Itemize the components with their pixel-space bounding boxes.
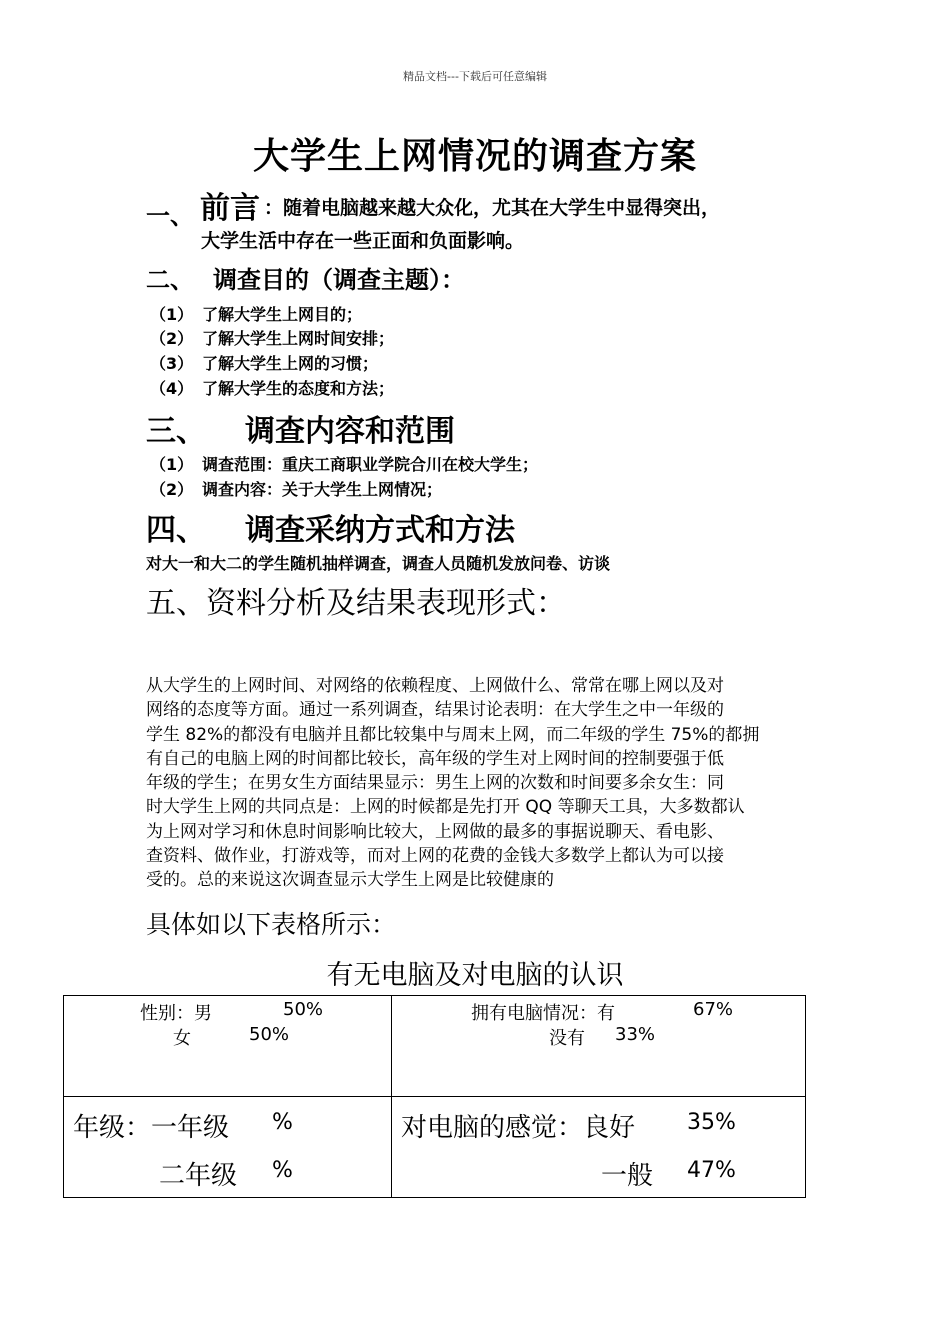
s2-item-3-text: 了解大学生上网的习惯； [202, 354, 379, 373]
s2-item-4-num: （4） [150, 379, 194, 398]
gender-label: 性别：男 [140, 1003, 212, 1024]
table-intro: 具体如以下表格所示： [146, 910, 397, 939]
feeling-avg-label: 一般 [601, 1161, 654, 1191]
s3-item-2-num: （2） [150, 480, 194, 499]
section-4-heading: 调查采纳方式和方法 [245, 513, 515, 548]
feeling-label: 对电脑的感觉：良好 [401, 1113, 636, 1143]
s2-item-4-text: 了解大学生的态度和方法； [202, 379, 395, 398]
paragraph-line: 学生 82%的都没有电脑并且都比较集中与周末上网，而二年级的学生 75%的都拥 [146, 724, 760, 745]
gender-female-pct: 50% [249, 1024, 290, 1045]
section-4-number: 四、 [146, 513, 206, 548]
ownership-none-pct: 33% [615, 1024, 656, 1045]
paragraph-line: 从大学生的上网时间、对网络的依赖程度、上网做什么、常常在哪上网以及对 [146, 676, 724, 696]
s2-item-2-num: （2） [150, 329, 194, 348]
ownership-none-label: 没有 [549, 1028, 585, 1049]
grade-1-pct: % [272, 1110, 293, 1135]
analysis-paragraph [146, 674, 816, 893]
paragraph-line: 时大学生上网的共同点是：上网的时候都是先打开 QQ 等聊天工具，大多数都认 [146, 797, 745, 818]
section-5-heading: 五、资料分析及结果表现形式： [146, 586, 566, 621]
header-watermark: 精品文档---下载后可任意编辑 [403, 70, 547, 83]
section-1-heading: 前言 [200, 191, 260, 226]
s3-item-2-text: 调查内容：关于大学生上网情况； [202, 480, 443, 499]
paragraph-line: 有自己的电脑上网的时间都比较长，高年级的学生对上网时间的控制要强于低 [146, 748, 724, 769]
grade-label: 年级：一年级 [73, 1113, 230, 1143]
grade-2-label: 二年级 [159, 1161, 238, 1191]
section-1-text-line2: 大学生活中存在一些正面和负面影响。 [201, 230, 525, 252]
s2-item-2-text: 了解大学生上网时间安排； [202, 329, 395, 348]
section-1-text-line1: ：随着电脑越来越大众化，尤其在大学生中显得突出， [264, 197, 721, 219]
feeling-good-pct: 35% [687, 1110, 736, 1135]
section-1-number: 一、 [146, 202, 194, 230]
ownership-label: 拥有电脑情况：有 [471, 1003, 615, 1024]
gender-cell [64, 996, 392, 1097]
section-2-number: 二、 [146, 266, 194, 294]
s2-item-1-text: 了解大学生上网目的； [202, 305, 363, 324]
s2-item-3-num: （3） [150, 354, 194, 373]
paragraph-line: 受的。总的来说这次调查显示大学生上网是比较健康的 [146, 870, 554, 891]
survey-table [63, 995, 806, 1198]
section-3-number: 三、 [146, 414, 206, 449]
section-4-text: 对大一和大二的学生随机抽样调查，调查人员随机发放问卷、访谈 [146, 554, 611, 573]
grade-2-pct: % [272, 1158, 293, 1183]
ownership-have-pct: 67% [693, 999, 734, 1020]
paragraph-line: 为上网对学习和休息时间影响比较大，上网做的最多的事据说聊天、看电影、 [146, 821, 724, 842]
paragraph-line: 年级的学生；在男女生方面结果显示：男生上网的次数和时间要多余女生：同 [146, 773, 724, 794]
section-3-heading: 调查内容和范围 [245, 414, 455, 449]
ownership-cell [392, 996, 806, 1097]
s3-item-1-num: （1） [150, 455, 194, 474]
gender-male-pct: 50% [283, 999, 324, 1020]
gender-female-label: 女 [173, 1028, 191, 1049]
grade-cell [64, 1097, 392, 1198]
s2-item-1-num: （1） [150, 305, 194, 324]
feeling-avg-pct: 47% [687, 1158, 736, 1183]
document-title: 大学生上网情况的调查方案 [252, 136, 697, 177]
feeling-cell [392, 1097, 806, 1198]
s3-item-1-text: 调查范围：重庆工商职业学院合川在校大学生； [202, 455, 539, 474]
paragraph-line: 网络的态度等方面。通过一系列调查，结果讨论表明：在大学生之中一年级的 [146, 700, 724, 721]
paragraph-line: 查资料、做作业，打游戏等，而对上网的花费的金钱大多数学上都认为可以接 [146, 846, 724, 867]
section-2-heading: 调查目的（调查主题）： [213, 266, 465, 294]
table-title: 有无电脑及对电脑的认识 [326, 960, 624, 991]
